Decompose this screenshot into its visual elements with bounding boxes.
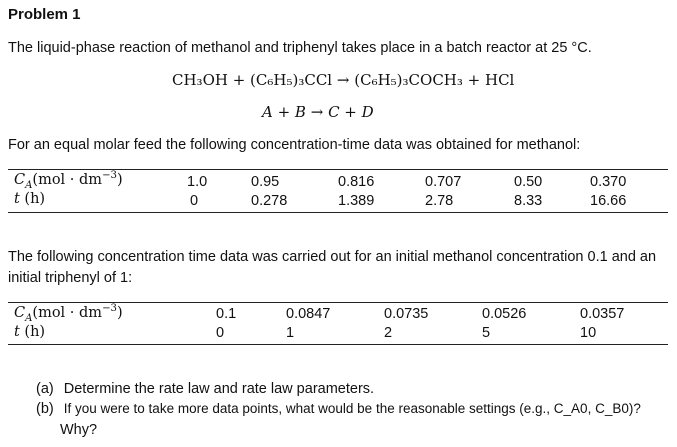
problem-title: Problem 1	[8, 6, 81, 23]
reaction-equation	[172, 71, 514, 89]
table1-time-cell: 1.389	[338, 193, 375, 209]
table1-conc-cell: 0.707	[425, 174, 462, 190]
question-a-label: (a)	[36, 381, 54, 397]
general-reaction: A + B → C + D	[262, 103, 374, 121]
table2-caption-line2: initial triphenyl of 1:	[8, 270, 133, 286]
question-b-label: (b)	[36, 401, 54, 417]
table2-time-cell: 0	[216, 325, 225, 341]
table2-conc-cell: 0.1	[216, 306, 237, 322]
table2-time-cell: 10	[580, 325, 597, 341]
table1-time-cell: 2.78	[425, 193, 454, 209]
table1-conc-label: $C_A(mol \cdot dm^{-3})$	[14, 170, 123, 191]
table2-conc-cell: 0.0735	[384, 306, 429, 322]
question-b-text: If you were to take more data points, what would be the reasonable settings (e.g., C_A0, C_B0)?	[63, 401, 641, 416]
table2-conc-cell: 0.0357	[580, 306, 625, 322]
question-b-text-line2: Why?	[60, 422, 98, 438]
table1-time-cell: 0.278	[251, 193, 288, 209]
table2-time-cell: 1	[286, 325, 295, 341]
intro-text: The liquid-phase reaction of methanol and triphenyl takes place in a batch reactor at 25 °C.	[8, 40, 592, 56]
table1-time-cell: 16.66	[590, 193, 627, 209]
table1-conc-cell: 0.95	[251, 174, 280, 190]
table2-bottom-rule	[8, 344, 668, 345]
reaction-lhs: CH₃OH + (C₆H₅)₃CCl	[172, 71, 333, 89]
table2-caption-line1: The following concentration time data was carried out for an initial methanol concentration 0.1 and an	[8, 249, 657, 265]
question-a-text: Determine the rate law and rate law parameters.	[63, 381, 375, 397]
table1-bottom-rule	[8, 212, 668, 213]
table1-time-cell: 0	[190, 193, 199, 209]
reaction-rhs: (C₆H₅)₃COCH₃ + HCl	[354, 71, 515, 89]
reaction-arrow: →	[336, 71, 350, 89]
table1-conc-cell: 0.50	[514, 174, 543, 190]
table1-conc-cell: 0.370	[590, 174, 627, 190]
table2-conc-label: $C_A(mol \cdot dm^{-3})$	[14, 303, 123, 324]
table2-conc-cell: 0.0847	[286, 306, 331, 322]
table1-time-cell: 8.33	[514, 193, 543, 209]
question-b	[36, 401, 641, 417]
table1-time-label: t (h)	[14, 191, 46, 207]
table2-time-label: t (h)	[14, 324, 46, 340]
table1-caption: For an equal molar feed the following concentration-time data was obtained for methanol:	[8, 137, 581, 153]
table2-conc-cell: 0.0526	[482, 306, 527, 322]
table1-conc-cell: 0.816	[338, 174, 375, 190]
question-a	[36, 381, 374, 397]
table2-time-cell: 2	[384, 325, 393, 341]
table2-time-cell: 5	[482, 325, 491, 341]
table1-conc-cell: 1.0	[187, 174, 208, 190]
